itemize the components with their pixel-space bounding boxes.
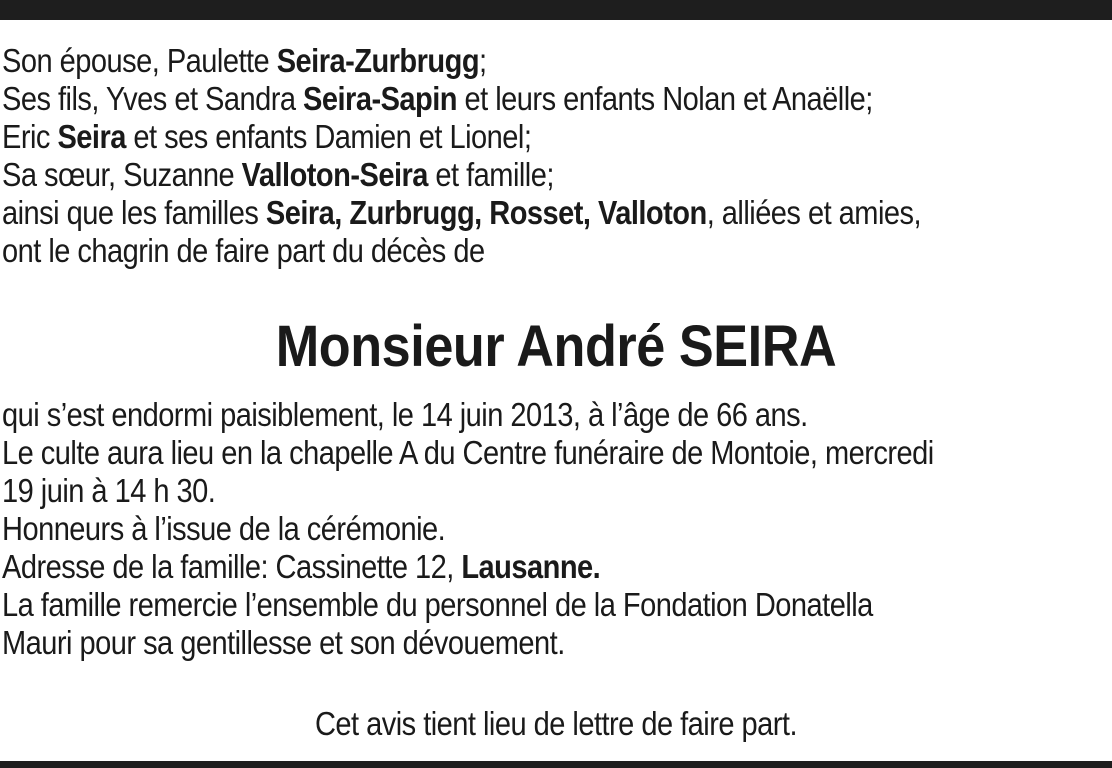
details-line-2: Le culte aura lieu en la chapelle A du Centre funéraire de Montoie, mercredi	[2, 434, 934, 471]
top-border-rule	[0, 0, 1112, 20]
details-line-5: Adresse de la famille: Cassinette 12, Lausanne.	[2, 548, 601, 585]
intro-line-2: Ses fils, Yves et Sandra Seira-Sapin et leurs enfants Nolan et Anaëlle;	[2, 80, 873, 117]
deceased-name-headline: Monsieur André SEIRA	[275, 314, 837, 379]
surname-bold: Seira-Sapin	[303, 80, 458, 117]
intro-line-1: Son épouse, Paulette Seira-Zurbrugg;	[2, 42, 487, 79]
surname-bold: Valloton-Seira	[241, 156, 428, 193]
details-line-4: Honneurs à l’issue de la cérémonie.	[2, 510, 446, 547]
intro-line-4: Sa sœur, Suzanne Valloton-Seira et famille;	[2, 156, 554, 193]
intro-line-3: Eric Seira et ses enfants Damien et Lionel;	[2, 118, 532, 155]
family-announcement	[2, 42, 1110, 270]
surname-bold: Seira, Zurbrugg, Rosset, Valloton	[265, 194, 707, 231]
details-line-1: qui s’est endormi paisiblement, le 14 juin 2013, à l’âge de 66 ans.	[2, 396, 808, 433]
closing-note: Cet avis tient lieu de lettre de faire part.	[314, 705, 797, 742]
city-bold: Lausanne.	[461, 548, 601, 585]
notice-details	[2, 396, 1110, 662]
surname-bold: Seira-Zurbrugg	[276, 42, 480, 79]
details-line-7: Mauri pour sa gentillesse et son dévouement.	[2, 624, 565, 661]
intro-line-6: ont le chagrin de faire part du décès de	[2, 232, 485, 269]
details-line-6: La famille remercie l’ensemble du personnel de la Fondation Donatella	[2, 586, 873, 623]
details-line-3: 19 juin à 14 h 30.	[2, 472, 216, 509]
bottom-border-rule	[0, 761, 1112, 768]
surname-bold: Seira	[57, 118, 126, 155]
intro-line-5: ainsi que les familles Seira, Zurbrugg, Rosset, Valloton, alliées et amies,	[2, 194, 922, 231]
